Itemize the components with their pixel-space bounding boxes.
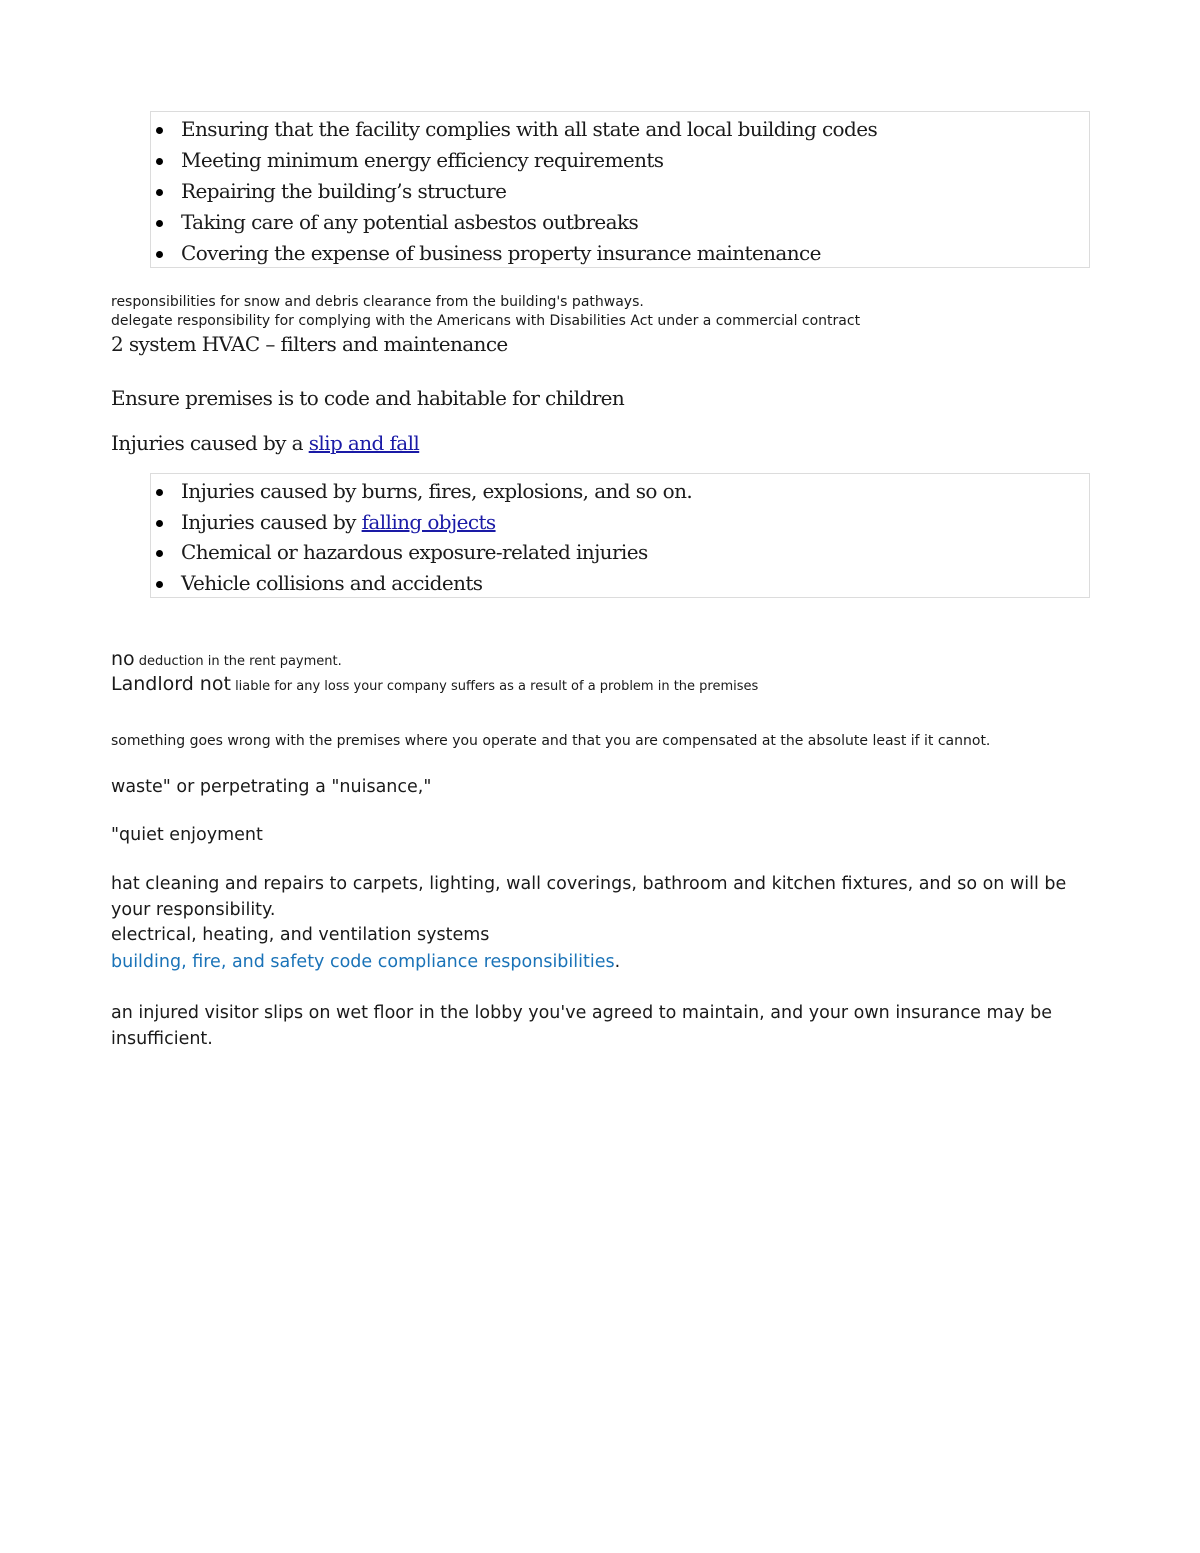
list-item: Vehicle collisions and accidents	[151, 568, 1089, 599]
cleaning-repairs-text: hat cleaning and repairs to carpets, lighting, wall coverings, bathroom and kitchen fixtures, and so on will be your responsibility.	[111, 874, 1067, 920]
premises-text: Ensure premises is to code and habitable for children	[111, 386, 625, 410]
landlord-not-word: Landlord not	[111, 673, 231, 695]
falling-objects-link[interactable]: falling objects	[361, 509, 496, 534]
falling-prefix: Injuries caused by	[181, 509, 362, 534]
injured-visitor-text: an injured visitor slips on wet floor in the lobby you've agreed to maintain, and your own insurance may be insufficient.	[111, 1003, 1053, 1049]
hvac-text: 2 system HVAC – filters and maintenance	[111, 332, 508, 356]
quiet-enjoyment-text: "quiet enjoyment	[111, 825, 263, 845]
list-item: Ensuring that the facility complies with all state and local building codes	[151, 114, 1089, 145]
snow-clearance-text: responsibilities for snow and debris clearance from the building's pathways.	[111, 294, 644, 310]
list-item: Repairing the building’s structure	[151, 176, 1089, 207]
list-item: Taking care of any potential asbestos outbreaks	[151, 207, 1089, 238]
list-item	[151, 507, 1089, 538]
ada-text: delegate responsibility for complying with the Americans with Disabilities Act under a commercial contract	[111, 313, 861, 329]
landlord-not-liable-text: liable for any loss your company suffers as a result of a problem in the premises	[230, 679, 759, 694]
list-item: Covering the expense of business property insurance maintenance	[151, 238, 1089, 269]
list-item: Meeting minimum energy efficiency requirements	[151, 145, 1089, 176]
list-item: Chemical or hazardous exposure-related injuries	[151, 537, 1089, 568]
electrical-systems-text: electrical, heating, and ventilation systems	[111, 925, 490, 945]
landlord-responsibilities-list	[150, 111, 1090, 268]
landlord-not-liable-line	[111, 673, 758, 695]
compensated-text: something goes wrong with the premises where you operate and that you are compensated at the absolute least if it cannot.	[111, 733, 991, 749]
no-word: no	[111, 648, 135, 670]
code-compliance-line	[111, 952, 620, 972]
code-compliance-period: .	[614, 952, 621, 972]
no-deduction-text: deduction in the rent payment.	[134, 654, 342, 669]
injuries-list	[150, 473, 1090, 598]
code-compliance-text: building, fire, and safety code compliance responsibilities	[111, 952, 615, 972]
no-deduction-line	[111, 648, 342, 670]
slip-prefix: Injuries caused by a	[111, 431, 309, 455]
waste-nuisance-text: waste" or perpetrating a "nuisance,"	[111, 777, 432, 797]
slip-and-fall-line	[111, 431, 419, 455]
slip-and-fall-link[interactable]: slip and fall	[308, 431, 420, 455]
list-item: Injuries caused by burns, fires, explosions, and so on.	[151, 476, 1089, 507]
